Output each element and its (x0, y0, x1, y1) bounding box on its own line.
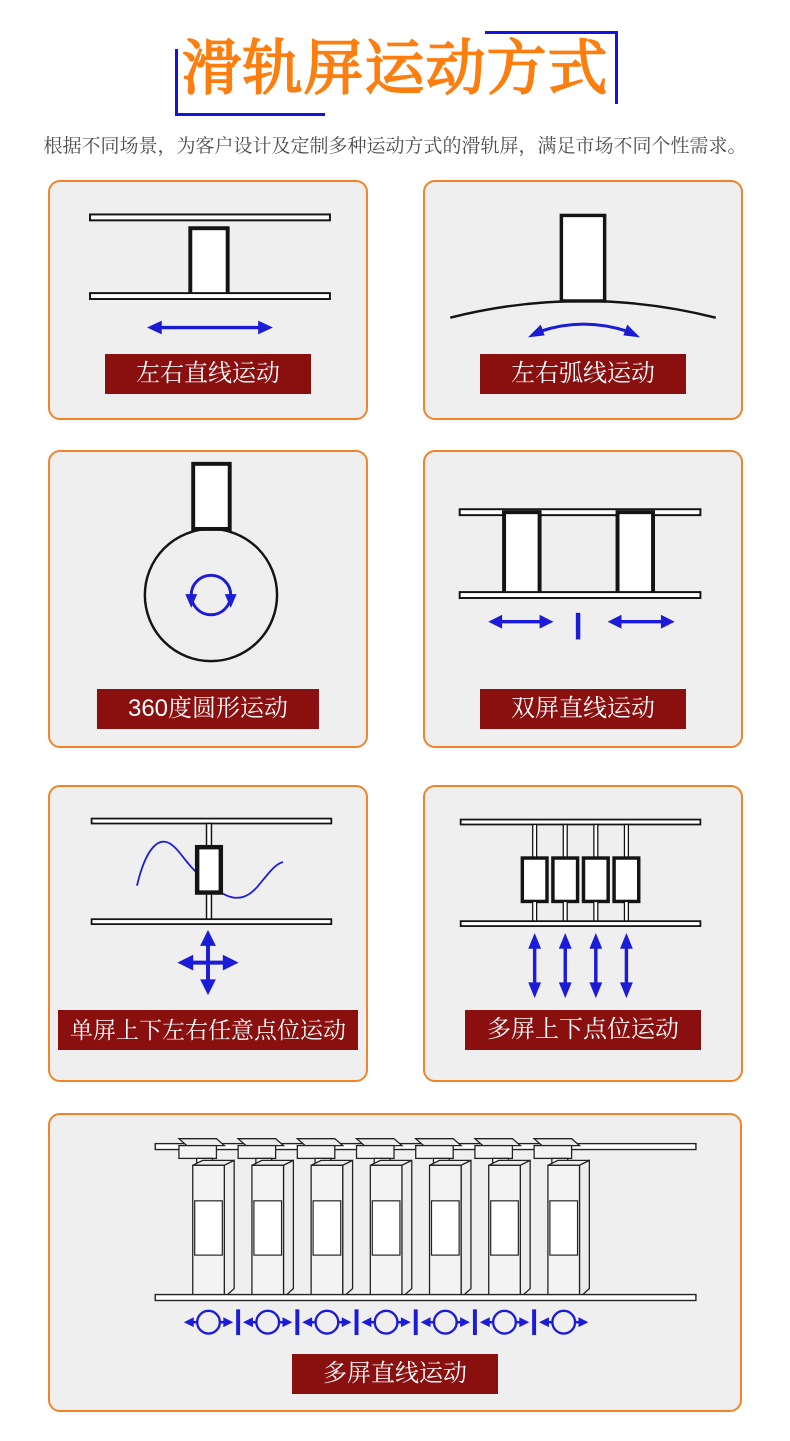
screens (522, 824, 638, 921)
motion-label: 双屏直线运动 (480, 689, 686, 729)
motion-label: 左右弧线运动 (480, 354, 686, 394)
motion-label: 左右直线运动 (105, 354, 311, 394)
arc-rail (450, 301, 716, 318)
right-double-arrow-icon (608, 615, 675, 629)
screen (561, 215, 604, 301)
panel-multi-updown (423, 785, 743, 1082)
motion-label: 单屏上下左右任意点位运动 (58, 1010, 358, 1050)
screen (190, 228, 227, 295)
panel-single-anypoint (48, 785, 368, 1082)
panel-lr-linear (48, 180, 368, 420)
bottom-rail (461, 921, 701, 926)
screen (193, 464, 230, 529)
panel-circular-360 (48, 450, 368, 748)
vertical-double-arrows-icon (528, 933, 633, 998)
bottom-rail (155, 1295, 696, 1301)
screen (197, 847, 221, 892)
top-rail (92, 819, 332, 824)
hanging-screens (179, 1139, 589, 1298)
cross-arrow-icon (177, 930, 238, 995)
screen-right (618, 512, 654, 595)
top-rail (461, 820, 701, 825)
bottom-rail (92, 919, 332, 924)
panel-dual-linear (423, 450, 743, 748)
bottom-rail (90, 293, 330, 299)
left-double-arrow-icon (488, 615, 553, 629)
panel-lr-arc (423, 180, 743, 420)
bottom-rail (460, 592, 701, 598)
page-title: 滑轨屏运动方式 (181, 35, 609, 102)
top-rail (460, 509, 701, 515)
slide-motion-symbols-icon (184, 1309, 589, 1335)
top-rail (90, 214, 330, 220)
circle-track (145, 529, 277, 661)
motion-label: 多屏上下点位运动 (465, 1010, 701, 1050)
rotation-arrow-icon (185, 575, 236, 614)
motion-label: 360度圆形运动 (97, 689, 319, 729)
motion-label: 多屏直线运动 (292, 1354, 498, 1394)
arc-double-arrow-icon (528, 324, 640, 337)
screen-left (504, 512, 540, 595)
page-subtitle: 根据不同场景，为客户设计及定制多种运动方式的滑轨屏，满足市场不同个性需求。 (43, 136, 747, 157)
panel-multi-linear (48, 1113, 742, 1412)
horizontal-double-arrow-icon (147, 321, 273, 335)
